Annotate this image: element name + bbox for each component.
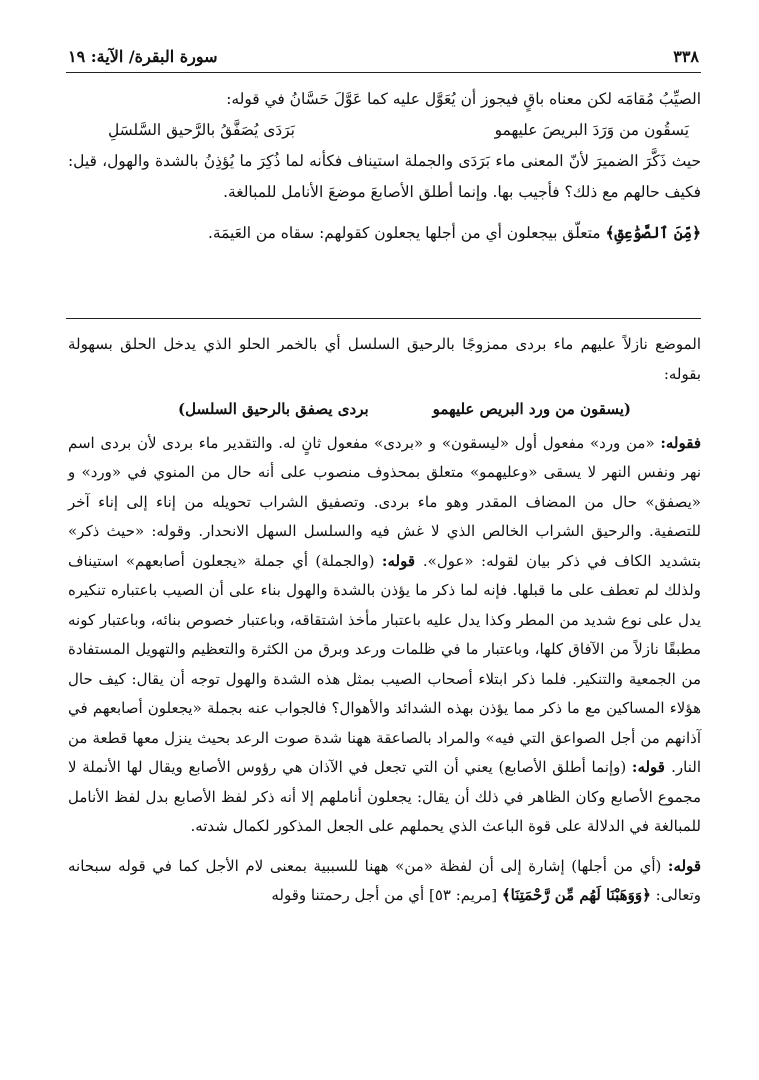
main-paragraph-1: الصيِّبُ مُقامَه لكن معناه باقٍ فيجوز أن يُعَوَّل عليه كما عَوَّلَ حَسَّانُ في قوله: <box>226 90 701 108</box>
page-number: ٣٣٨ <box>673 46 699 66</box>
commentary-paragraph-2-text: «من ورد» مفعول أول «ليسقون» و «بردى» مفعول ثانٍ له. والتقدير ماء بردى لأن بردى اسم نهر ونفس النهر لا يسقى «وعليهمو» متعلق بمحذوف منصوب على أنه حال من المنوي في «ورد» و «يصفق» حال من المضاف المقدر وهو ماء بردى. وتصفيق الشراب تحويله من إناء إلى إناء آخر للتصفية. والرحيق الشراب الخالص الذي لا غش فيه والسلسل السهل الانحدار. وقوله: «حيث ذكر» بتشديد الكاف في ذكر بيان لقوله: «عول». <box>68 433 701 570</box>
commentary-divider <box>66 318 701 319</box>
commentary-paragraph-2-text-c: (وإنما أطلق الأصابع) يعني أن التي تجعل في الآذان هي رؤوس الأصابع ويقال لها الأنملة لا مجموع الأصابع وكان الظاهر في ذلك أن يقال: يجعلون أناملهم إلا أنه ذكر لفظ الأصابع بدل لفظ الأنامل للمبالغة في الدلالة على قوة الباعث الذي يحملهم على الجعل المذكور لكمال شدته. <box>68 758 701 835</box>
commentary-verse <box>68 395 701 425</box>
paragraph-gap-2 <box>68 842 701 852</box>
verse-first-hemistich: يَسقُون من وَرَدَ البريصَ عليهمو <box>494 121 689 139</box>
commentary-text <box>68 330 701 911</box>
verse-second-hemistich: بَرَدَى يُصَفَّقُ بالرَّحيق السَّلسَلِ <box>108 121 295 139</box>
main-paragraph-3 <box>68 218 701 249</box>
keyword-qawluhu-4: قوله: <box>667 856 701 875</box>
commentary-paragraph-3-text: (أي من أجلها) إشارة إلى أن لفظة «من» ههنا للسببية بمعنى لام الأجل كما في قوله سبحانه وتعالى: <box>68 856 701 904</box>
keyword-qawluhu: فقوله: <box>660 433 701 452</box>
commentary-paragraph-2 <box>68 429 701 842</box>
commentary-paragraph-2-text-b: (والجملة) أي جملة «يجعلون أصابعهم» استيناف ولذلك لم تعطف على ما قبلها. فإنه لما ذكر ما يؤذن بالشدة والهول بناء على أن الصيب باعتباره تنكيره يدل على نوع شديد من المطر وكذا يدل عليه باعتبار مأخذ اشتقاقه، وباعتبار خصوص بنائه، وباعتبار كونه مطبقًا نازلاً من الآفاق كلها، وباعتبار ما في ظلمات ورعد وبرق من الكثرة والتعظيم والتهويل المستفادة من الجمعية والتنكير. فلما ذكر ابتلاء أصحاب الصيب بمثل هذه الشدة والهول توجه أن يقال: كيف حال هؤلاء المساكين مع ما ذكر مما يؤذن بهذه الشدائد والأهوال؟ فالجواب عنه بجملة «يجعلون أصابعهم في آذانهم من أجل الصواعق التي فيه» والمراد بالصاعقة ههنا شدة صوت الرعد بحيث ينزل معها قطعة من النار. <box>68 551 702 776</box>
main-paragraph-3-text: متعلّق بيجعلون أي من أجلها يجعلون كقولهم: سقاه من العَيمَة. <box>207 224 606 242</box>
quran-quote: ﴿مِّنَ ٱلصَّوَٰعِقِ﴾ <box>605 224 701 242</box>
quran-quote-2: ﴿وَوَهَبْنَا لَهُم مِّن رَّحْمَتِنَا﴾ <box>501 886 651 904</box>
running-title: سورة البقرة/ الآية: ١٩ <box>68 46 218 66</box>
poetry-verse <box>68 115 701 146</box>
commentary-verse-second: بردى يصفق بالرحيق السلسل) <box>178 400 369 418</box>
page-header <box>68 42 699 70</box>
commentary-paragraph-3-text-b: [مريم: ٥٣] أي من أجل رحمتنا وقوله <box>271 886 502 904</box>
commentary-paragraph-3 <box>68 852 701 911</box>
main-paragraph-2: حيث ذَكَّرَ الضميرَ لأنّ المعنى ماء بَرَدَى والجملة استيناف فكأنه لما ذُكِرَ ما يُؤذِنُ بالشدة والهول، قيل: فكيف حالهم مع ذلك؟ فأجيب بها. وإنما أطلق الأصابعَ موضعَ الأنامل للمبالغة. <box>68 152 701 201</box>
keyword-qawluhu-2: قوله: <box>381 551 423 570</box>
keyword-qawluhu-3: قوله: <box>631 758 672 776</box>
commentary-verse-first: (يسقون من ورد البريص عليهمو <box>432 400 631 418</box>
main-text <box>68 84 701 249</box>
paragraph-gap <box>68 208 701 218</box>
header-divider <box>66 72 701 73</box>
commentary-paragraph-1: الموضع نازلاً عليهم ماء بردى ممزوجًا بالرحيق السلسل أي بالخمر الحلو الذي يدخل الحلق بسهولة بقوله: <box>68 335 701 383</box>
